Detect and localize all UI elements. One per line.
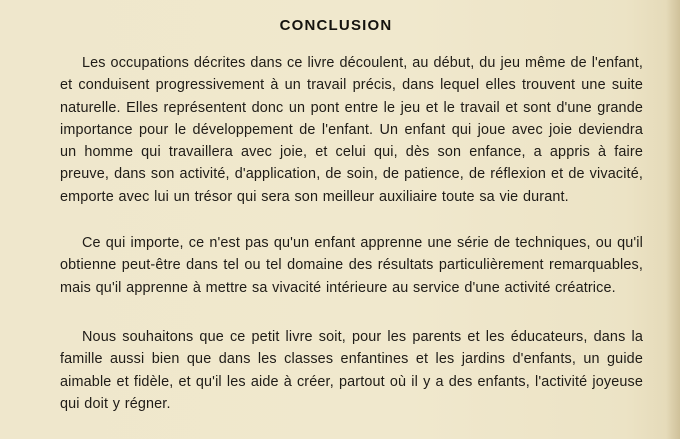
page-edge-shadow (666, 0, 680, 439)
paragraph-3: Nous souhaitons que ce petit livre soit, pour les parents et les éducateurs, dans la famille aussi bien que dans les classes enfantines et les jardins d'enfants, un guide aimable et fidèle, et qu'il les aide à créer, partout où il y a des enfants, l'activité joyeuse qui doit y régner. (60, 329, 643, 412)
page-title: CONCLUSION (279, 17, 393, 34)
paragraph-2: Ce qui importe, ce n'est pas qu'un enfant apprenne une série de techniques, ou qu'il obtienne peut-être dans tel ou tel domaine des résultats particulièrement remarquables, mais qu'il apprenne à mettre sa vivacité intérieure au service d'une activité créatrice. (60, 235, 643, 296)
paragraph-1: Les occupations décrites dans ce livre découlent, au début, du jeu même de l'enfant, et conduisent progressivement à un travail précis, dans lequel elles trouvent une suite naturelle. Elles représentent donc un pont entre le jeu et le travail et sont d'une grande importance pour le développement de l'enfant. Un enfant qui joue avec joie deviendra un homme qui travaillera avec joie, et celui qui, dès son enfance, a appris à faire preuve, dans son activité, d'application, de soin, de patience, de réflexion et de vivacité, emporte avec lui un trésor qui sera son meilleur auxiliaire toute sa vie durant. (60, 55, 643, 205)
